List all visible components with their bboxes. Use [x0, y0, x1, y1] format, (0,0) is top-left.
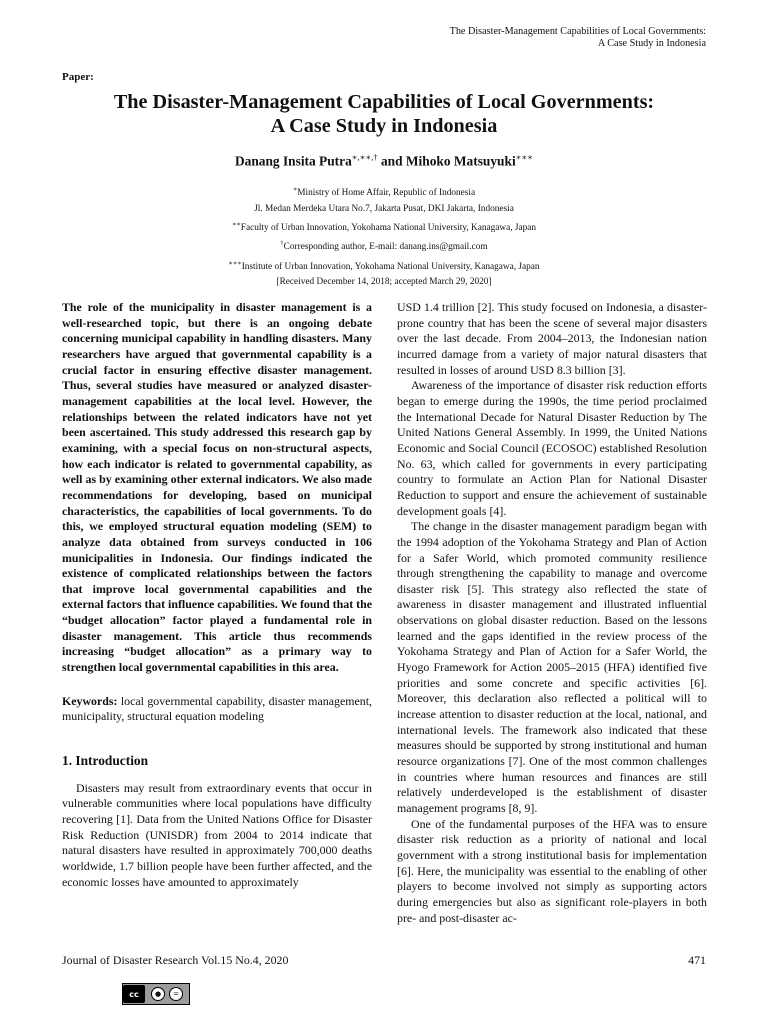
journal-footer: Journal of Disaster Research Vol.15 No.4, 2020: [62, 953, 289, 967]
author-2-marks: ∗∗∗: [515, 152, 534, 162]
corresponding-author-text: Corresponding author, E-mail: danang.ins@gmail.com: [283, 242, 488, 253]
section-heading-introduction: 1. Introduction: [62, 753, 149, 769]
affiliations: [0, 182, 768, 291]
author-2: Mihoko Matsuyuki: [405, 153, 516, 169]
right-column: [397, 300, 707, 926]
affiliation-3: [0, 256, 768, 276]
attribution-icon: ●: [151, 987, 165, 1001]
affiliation-2-mark: ∗∗: [231, 220, 241, 228]
author-conjunction: and: [377, 153, 406, 169]
right-paragraph-2: Awareness of the importance of disaster risk reduction efforts began to emerge during the 1990s, the time period proclaimed the International Decade for Natural Disaster Reduction by The United Nations General Assembly. In 1999, the United Nations Economic and Social Council (ECOSOC) established Resolution No. 63, which called for governments in every participating country to formulate an Action Plan for National Disaster Reduction to support and ensure the achievement of sustainable development goals [4].: [397, 378, 707, 518]
page-number: 471: [688, 953, 706, 967]
license-icons: [145, 987, 183, 1001]
paper-label: Paper:: [62, 71, 94, 83]
affiliation-1-address: Jl. Medan Merdeka Utara No.7, Jakarta Pusat, DKI Jakarta, Indonesia: [254, 203, 514, 214]
author-1-marks: ∗,∗∗,†: [351, 152, 378, 162]
affiliation-1-mark: ∗: [292, 186, 298, 193]
affiliation-1: [0, 182, 768, 202]
paper-title: [50, 90, 718, 138]
affiliation-3-mark: ∗∗∗: [228, 259, 242, 267]
corresponding-author-mark: †: [280, 240, 284, 248]
keywords: [62, 694, 372, 725]
author-1: Danang Insita Putra: [234, 153, 352, 169]
abstract: The role of the municipality in disaster management is a well-researched topic, but there is an ongoing debate concerning municipal capability in handling disasters. Many researchers have argued that governmental capability is a crucial factor in ensuring effective disaster management. Thus, several studies have measured or analyzed disaster-management capabilities at the local level. However, the relationships between the related indicators have not yet been ascertained. This study addressed this research gap by examining, with a special focus on non-structural aspects, how each indicator is related to governmental capability, as well as by examining other external indicators. We also made recommendations for developing, based on municipal characteristics, the capabilities of local governments. To do this, we employed structural equation modeling (SEM) to analyze data obtained from surveys conducted in 106 municipalities in Indonesia. Our findings indicated the existence of complicated relationships between the factors that improve local governmental capabilities and the external factors that influence capabilities. We found that the “budget allocation” factor played a fundamental role in disaster management. This article thus recommends increasing “budget allocation” as a primary way to strengthen local governmental capabilities in this area.: [62, 300, 372, 675]
author-list: [0, 152, 768, 169]
running-head-line2: A Case Study in Indonesia: [597, 38, 706, 49]
running-head-line1: The Disaster-Management Capabilities of Local Governments:: [449, 26, 706, 37]
corresponding-author: [0, 236, 768, 256]
title-line1: The Disaster-Management Capabilities of Local Governments:: [113, 91, 655, 113]
right-paragraph-3: The change in the disaster management paradigm began with the 1994 adoption of the Yokohama Strategy and Plan of Action for a Safer World, which promoted community resilience through strengthening the capability to manage and overcome disaster risk [5]. This strategy also reflected the state of awareness in disaster management and illustrated influential observations on global disaster reduction. Based on the lessons learned and the gaps identified in the review process of the Yokohama Strategy and Plan of Action for a Safer World, the Hyogo Framework for Action 2005–2015 (HFA) identified five priorities and some concrete and specific activities [6]. Moreover, this declaration also reflected a political will to increase attention to disaster reduction at the local, national, and international levels. The framework also indicated that these measures should be supported by strong institutional and human resource organizations [7]. One of the most common challenges in countries where human resources and finances are still relatively underdeveloped is the establishment of disaster management programs [8, 9].: [397, 519, 707, 815]
affiliation-1-text: Ministry of Home Affair, Republic of Indonesia: [297, 188, 476, 199]
right-paragraph-4: One of the fundamental purposes of the HFA was to ensure disaster risk reduction as a priority of national and local government with a strong institutional basis for implementation [6]. Here, the municipality was essential to the enabling of other players to become involved not simply as supporting actors during emergencies but also as significant role-players in both pre- and post-disaster ac-: [397, 816, 707, 925]
cc-logo-icon: cc: [123, 985, 145, 1003]
keywords-text: local governmental capability, disaster management, municipality, structural equation modeling: [62, 693, 372, 724]
received-dates: [Received December 14, 2018; accepted March 29, 2020]: [276, 277, 492, 288]
creative-commons-license-badge[interactable]: [122, 983, 190, 1005]
keywords-label: Keywords:: [62, 693, 118, 708]
right-paragraph-1: USD 1.4 trillion [2]. This study focused on Indonesia, a disaster-prone country that has been the scene of several major disasters over the last decade. From 2004–2013, the Indonesian nation incurred damage from a variety of major natural disasters that resulted in losses of around USD 8.3 billion [3].: [397, 300, 707, 377]
left-column: [62, 300, 372, 890]
affiliation-2: [0, 217, 768, 237]
intro-paragraph-1: Disasters may result from extraordinary events that occur in vulnerable communities where local populations have difficulty recovering [1]. Data from the United Nations Office for Disaster Risk Reduction (UNISDR) from 2004 to 2014 indicate that natural disasters have resulted in approximately 700,000 deaths worldwide, 1.7 billion people have been further affected, and the economic losses have amounted to approximately: [62, 780, 372, 889]
no-derivatives-icon: =: [169, 987, 183, 1001]
affiliation-3-text: Institute of Urban Innovation, Yokohama National University, Kanagawa, Japan: [241, 262, 540, 272]
running-head: [450, 26, 706, 50]
affiliation-2-text: Faculty of Urban Innovation, Yokohama National University, Kanagawa, Japan: [240, 223, 537, 233]
title-line2: A Case Study in Indonesia: [270, 115, 498, 137]
